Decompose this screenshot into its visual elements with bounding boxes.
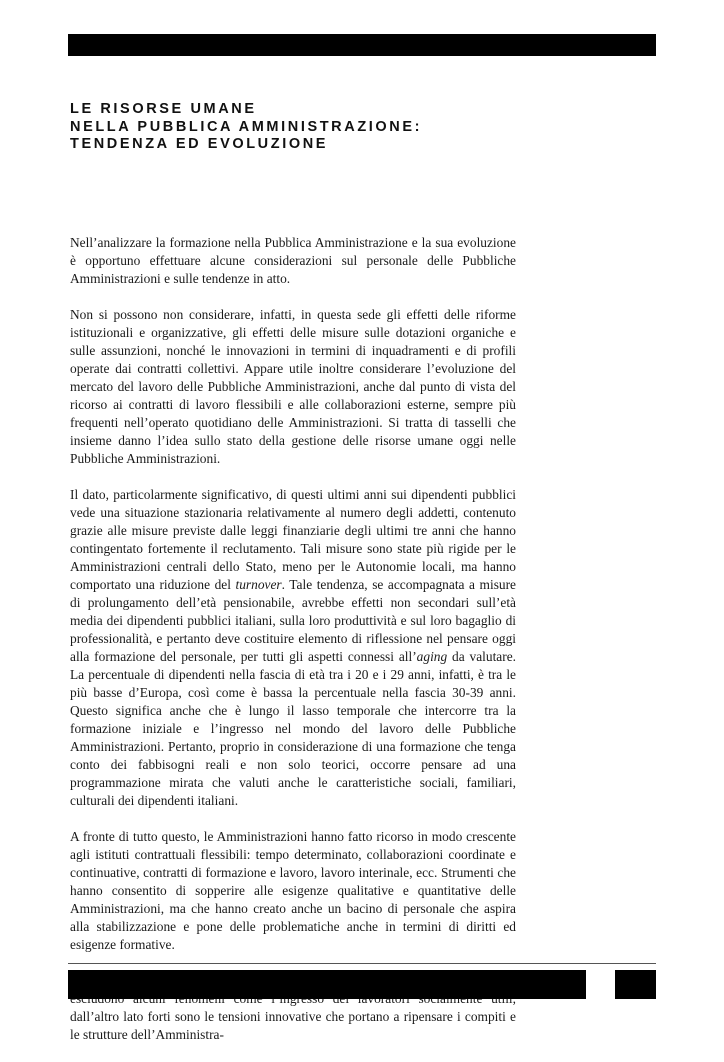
title-line-1: LE RISORSE UMANE: [70, 101, 257, 117]
paragraph-3-part-c: da valutare. La percentuale di dipendenti nella fascia di età tra i 20 e i 29 anni, infatti, è tra le più basse d’Europa, così come è bassa la percentuale nella fascia 30-39 anni. Questo significa anche che è lungo il lasso temporale che intercorre tra la formazione iniziale e l’ingresso nel mondo del lavoro delle Pubbliche Amministrazioni. Pertanto, proprio in considerazione di una formazione che tenga conto dei fabbisogni reali e non solo teorici, occorre pensare ad una programmazione mirata che valuti anche le caratteristiche sociali, familiari, culturali dei dipendenti italiani.: [70, 649, 516, 808]
paragraph-3: [70, 486, 516, 810]
page-title: [70, 101, 630, 154]
footer-rule: [68, 963, 656, 964]
paragraph-4: A fronte di tutto questo, le Amministrazioni hanno fatto ricorso in modo crescente agli istituti contrattuali flessibili: tempo determinato, collaborazioni coordinate e continuative, contratti di formazione e lavoro, lavoro interinale, ecc. Strumenti che hanno consentito di sopperire alle esigenze qualitative e quantitative delle Amministrazioni, ma che hanno creato anche un bacino di personale che aspira alla stabilizzazione e pone delle problematiche anche in termini di diritti ed esigenze formative.: [70, 829, 516, 952]
paragraph-1: Nell’analizzare la formazione nella Pubblica Amministrazione e la sua evoluzione è opportuno effettuare alcune considerazioni sul personale delle Pubbliche Amministrazioni e sulle tendenze in atto.: [70, 235, 516, 286]
paragraph-3-part-a: Il dato, particolarmente significativo, di questi ultimi anni sui dipendenti pubblici vede una situazione stazionaria relativamente al numero degli addetti, contenuto grazie alle misure previste dalle leggi finanziarie degli ultimi tre anni che hanno contingentato fortemente il reclutamento. Tali misure sono state più rigide per le Amministrazioni centrali dello Stato, meno per le Autonomie locali, ma hanno comportato una riduzione del: [70, 487, 516, 592]
title-line-3: TENDENZA ED EVOLUZIONE: [70, 136, 329, 152]
page-number-box: [615, 970, 656, 999]
footer-bar: [68, 970, 586, 999]
title-line-2: NELLA PUBBLICA AMMINISTRAZIONE:: [70, 118, 423, 135]
header-bar: [68, 34, 656, 56]
body-text: [70, 234, 516, 1062]
paragraph-5: dall’altro lato forti sono le tensioni innovative che portano a ripensare i compiti e le strutture dell’Amministra-: [70, 1009, 516, 1042]
term-turnover: turnover: [235, 577, 282, 592]
paragraph-2: Non si possono non considerare, infatti, in questa sede gli effetti delle riforme istituzionali e organizzative, gli effetti delle misure sulle dotazioni organiche e sulle assunzioni, nonché le innovazioni in termini di inquadramenti e di profili operate dai contratti collettivi. Appare utile inoltre considerare l’evoluzione del mercato del lavoro delle Pubbliche Amministrazioni, anche dal punto di vista del ricorso ai contratti di lavoro flessibili e alle collaborazioni esterne, sempre più frequenti nell’operato quotidiano delle Amministrazioni. Si tratta di tasselli che insieme danno l’idea sullo stato della gestione delle risorse umane oggi nelle Pubbliche Amministrazioni.: [70, 307, 516, 466]
term-aging: aging: [416, 649, 448, 664]
paragraph-3-part-b: . Tale tendenza, se accompagnata a misure di prolungamento dell’età pensionabile, avrebbe effetti non secondari sull’età media dei dipendenti pubblici italiani, sulla loro produttività e sul loro bagaglio di professionalità, e pertanto deve costituire elemento di riflessione nel pensare oggi alla formazione del personale, per tutti gli aspetti connessi all’: [70, 577, 517, 664]
